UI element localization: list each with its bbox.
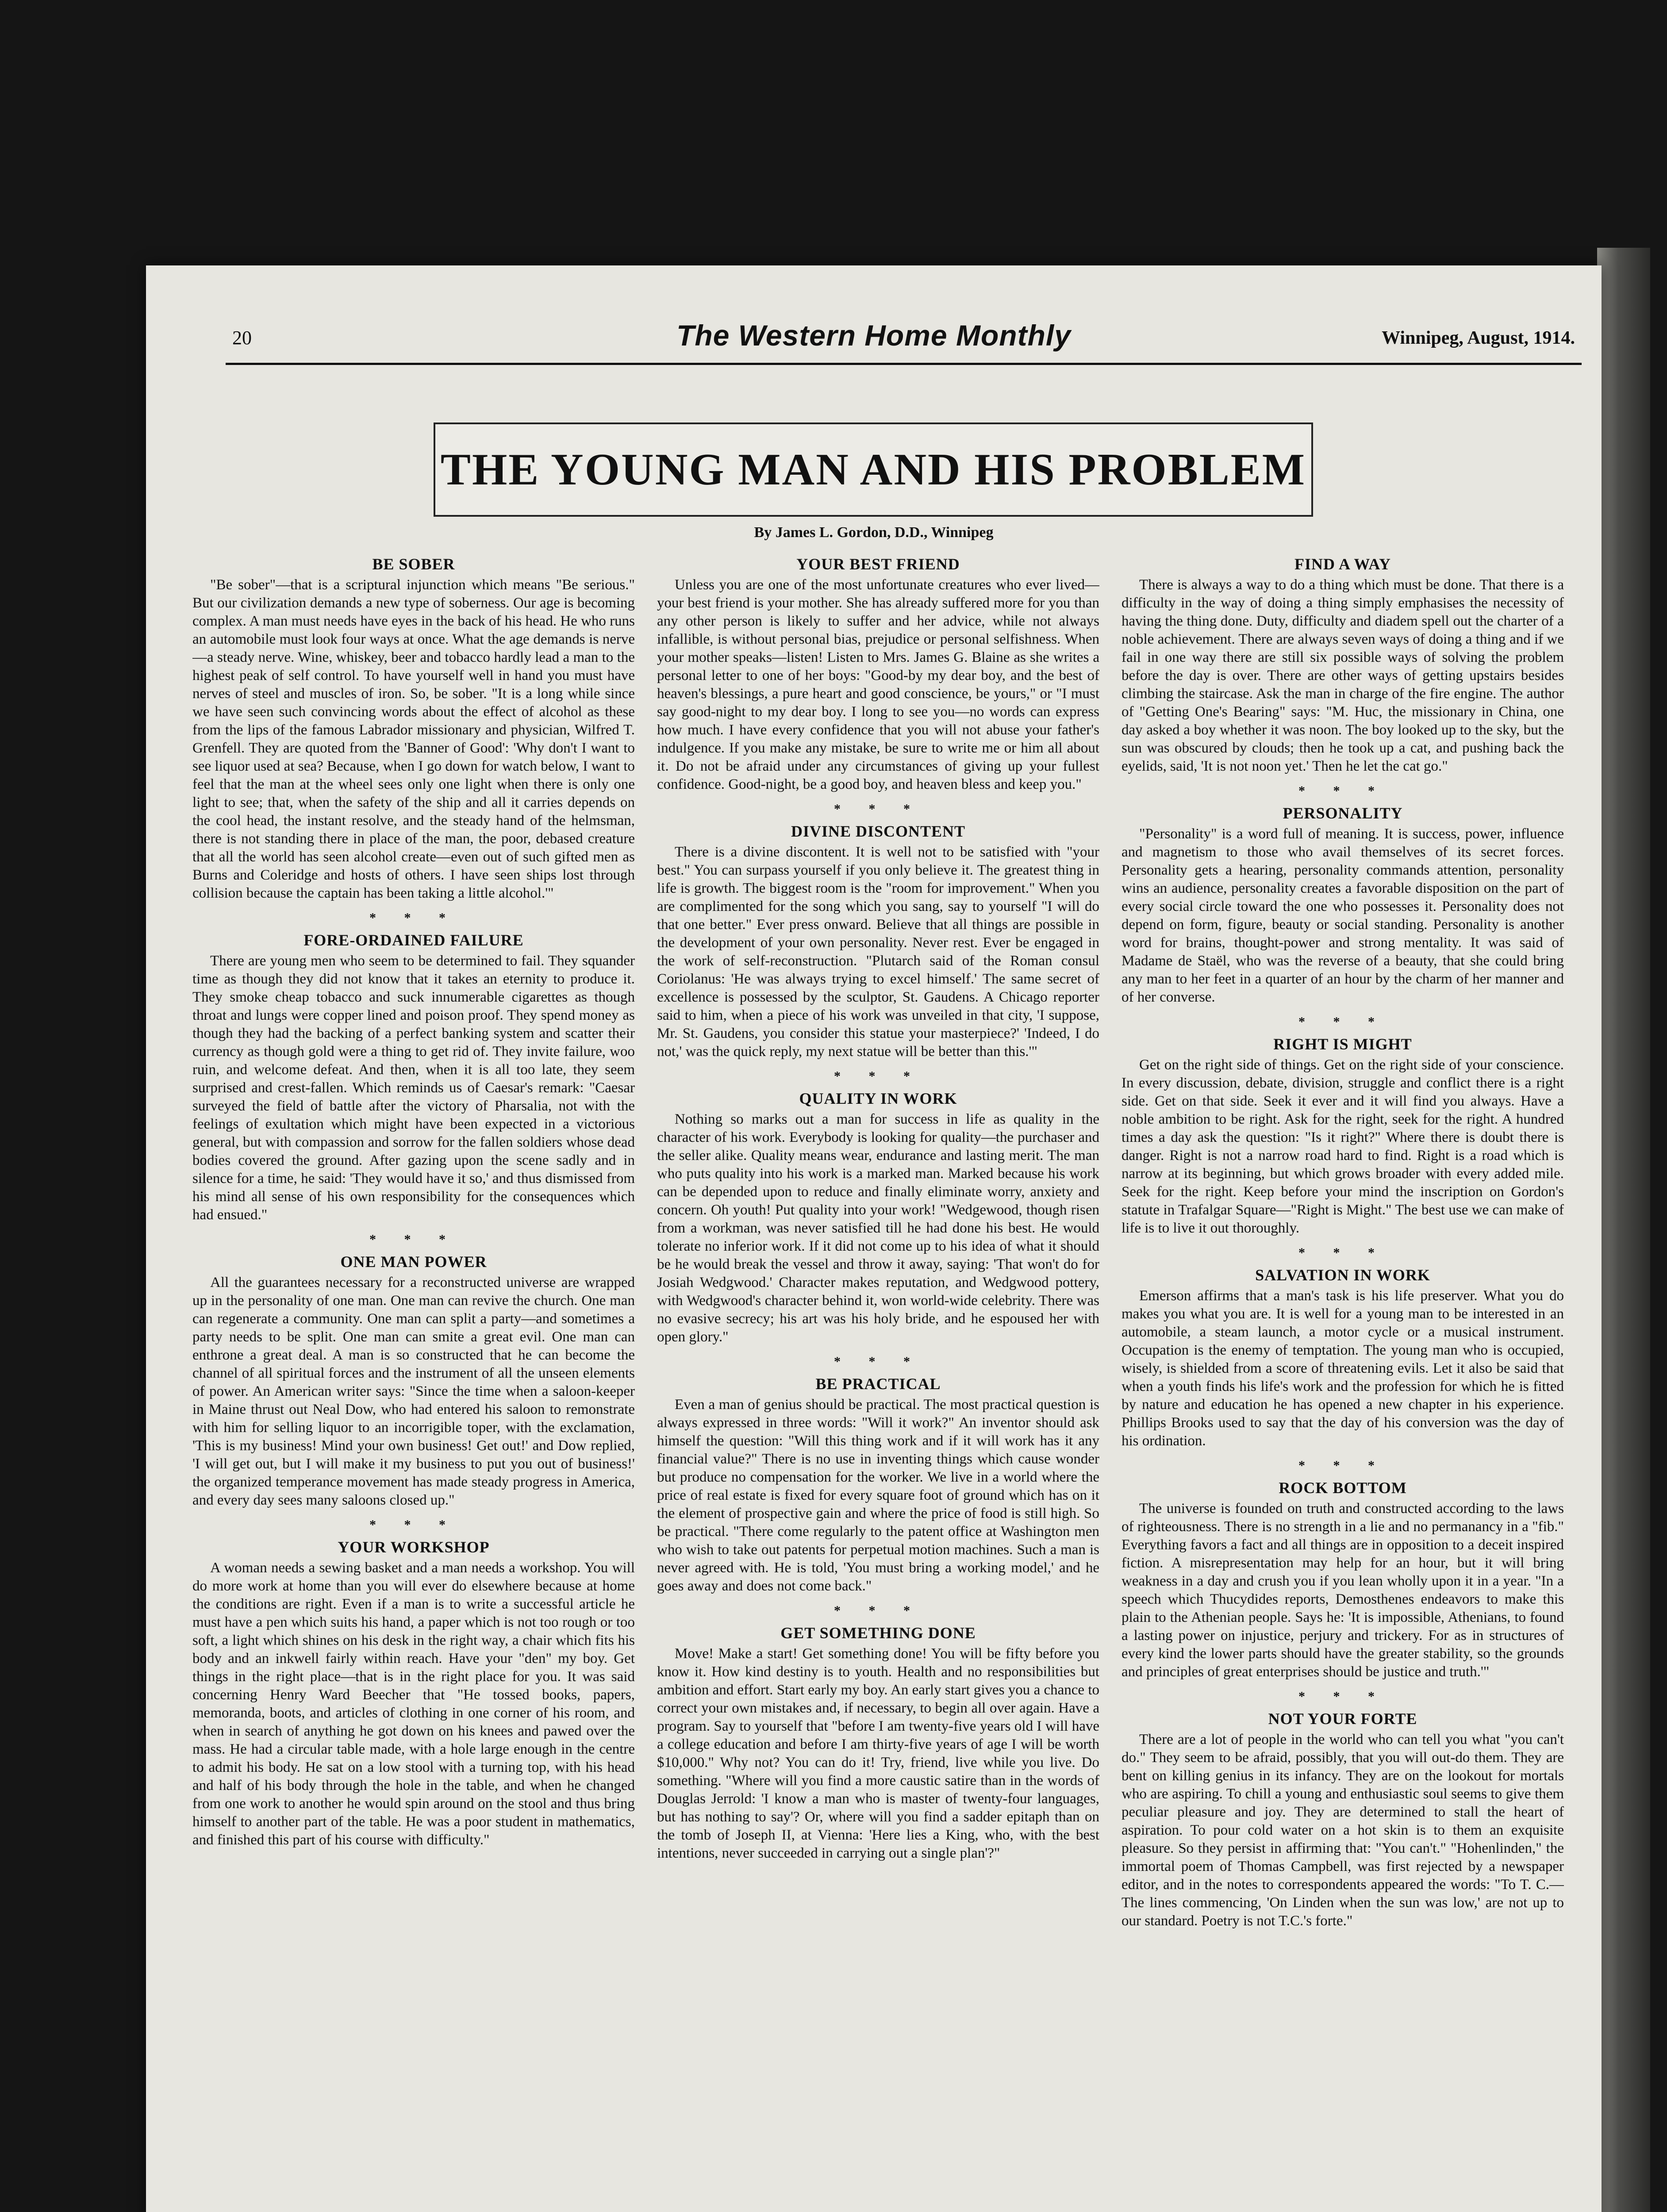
section-text: Unless you are one of the most unfortunate creatures who ever lived—your best friend is your mother. She has already suffered more for you than any other person is likely to suffer and her advice, while not always infallible, is without personal bias, prejudice or personal selfishness. When your mother speaks—listen! Listen to Mrs. James G. Blaine as she writes a personal letter to one of her boys: "Good-by my dear boy, and the best of heaven's blessings, a pure heart and good conscience, be yours," or "I must say good-night to my dear boy. I long to see you—no words can express how much. I have every confidence that you will not abuse your father's indulgence. If you make any mistake, be sure to write me or him all about it. Do not be afraid under any circumstances of giving up your fullest confidence. Good-night, be a good boy, and heaven bless and keep you."	[657, 577, 1099, 792]
column-2	[657, 555, 1099, 2212]
section-text: A woman needs a sewing basket and a man needs a workshop. You will do more work at home than you will ever do elsewhere because at home the conditions are right. Even if a man is to write a successful article he must have a pen which suits his hand, a paper which is not too rough or too soft, a light which shines on his desk in the right way, a chair which fits his body and an inkwell fairly within reach. Have your "den" my boy. Get things in the right place—that is in the right place for you. It was said concerning Henry Ward Beecher that "He tossed books, papers, memoranda, boots, and articles of clothing in one corner of his room, and when in search of anything he got down on his knees and pawed over the mass. He had a circular table made, with a hole large enough in the centre to admit his body. He sat on a low stool with a turning top, with his head and half of his body through the hole in the table, and when he changed from one work to another he would spin around on the stool and thus bring himself to another part of the table. He was a poor student in mathematics, and finished this part of his course with difficulty."	[192, 1560, 635, 1848]
section-heading: RIGHT IS MIGHT	[1273, 1035, 1412, 1053]
section-heading: YOUR WORKSHOP	[338, 1538, 490, 1556]
dateline: Winnipeg, August, 1914.	[1382, 328, 1575, 348]
section-separator: * * *	[1298, 1458, 1387, 1473]
article-title-box	[434, 422, 1313, 517]
section-your-best-friend	[657, 555, 1099, 794]
section-personality	[1122, 804, 1564, 1006]
section-separator: * * *	[1298, 783, 1387, 798]
masthead: The Western Home Monthly	[676, 319, 1071, 352]
section-text: All the guarantees necessary for a reconstructed universe are wrapped up in the personality of one man. One man can revive the church. One man can regenerate a community. One man can split a party—and sometimes a party needs to be split. One man can smite a great evil. One man can enthrone a great deal. A man is so constructed that he can become the channel of all spiritual forces and the instrument of all the unseen elements of power. An American writer says: "Since the time when a saloon-keeper in Maine thrust out Neal Dow, who had entered his saloon to remonstrate with him for selling liquor to an incorrigible toper, with the exclamation, 'This is my business! Mind your own business! Get out!' and Dow replied, 'I will get out, but I will make it my business to put you out of business!' the organized temperance movement has made steady progress in America, and every day sees many saloons closed up."	[192, 1275, 635, 1508]
section-divine-discontent	[657, 822, 1099, 1061]
section-text: "Be sober"—that is a scriptural injunction which means "Be serious." But our civilization demands a new type of soberness. Our age is becoming complex. A man must needs have eyes in the back of his head. He who runs an automobile must look four ways at once. What the age demands is nerve—a steady nerve. Wine, whiskey, beer and tobacco hardly lead a man to the highest peak of self control. To have yourself well in hand you must have nerves of steel and muscles of iron. So, be sober. "It is a long while since we have seen such convincing words about the effect of alcohol as these from the lips of the famous Labrador missionary and physician, Wilfred T. Grenfell. They are quoted from the 'Banner of Good': 'Why don't I want to see liquor used at sea? Because, when I go down for watch below, I want to feel that the man at the wheel sees only one light when there is only one light to see; that, when the safety of the ship and all it carries depends on the cool head, the instant resolve, and the steady hand of the helmsman, there is not standing there in place of the man, the poor, debased creature that all the world has seen alcohol create—even out of such gifted men as Burns and Coleridge and hosts of others. I have seen ships lost through collision because the captain has been taking a little alcohol.'"	[192, 577, 635, 901]
section-not-your-forte	[1122, 1710, 1564, 1930]
section-heading: BE PRACTICAL	[815, 1375, 941, 1393]
section-be-practical	[657, 1375, 1099, 1595]
section-your-workshop	[192, 1538, 635, 1849]
section-be-sober	[192, 555, 635, 902]
section-separator: * * *	[369, 1517, 458, 1532]
section-separator: * * *	[834, 1354, 922, 1369]
section-heading: SALVATION IN WORK	[1255, 1266, 1430, 1284]
section-get-something-done	[657, 1624, 1099, 1863]
section-rock-bottom	[1122, 1479, 1564, 1681]
section-heading: FORE-ORDAINED FAILURE	[303, 931, 524, 949]
magazine-page	[146, 265, 1602, 2212]
section-text: Nothing so marks out a man for success in life as quality in the character of his work. Everybody is looking for quality—the purchaser and the seller alike. Quality means wear, endurance and lasting merit. The man who puts quality into his work is a marked man. Marked because his work can be depended upon to reduce and finally eliminate worry, anxiety and concern. Oh youth! Put quality into your work! "Wedgewood, though risen from a workman, was never satisfied till he had done his best. He would tolerate no inferior work. If it did not come up to his idea of what it should be he would break the vessel and throw it away, saying: 'That won't do for Josiah Wedgwood.' Character makes reputation, and Wedgwood pottery, with Wedgwood's character behind it, won world-wide celebrity. There was no evasive secrecy; his art was his holy bride, and he espoused her with open glory."	[657, 1111, 1099, 1345]
section-text: "Personality" is a word full of meaning. It is success, power, influence and magnetism to those who avail themselves of its secret forces. Personality gets a hearing, personality commands attention, personality wins an audience, personality creates a favorable disposition on the part of every social circle toward the one who possesses it. Personality does not depend on form, figure, beauty or social standing. Personality is another word for brains, thought-power and strong mentality. It was said of Madame de Staël, who was the reverse of a beauty, that she could bring any man to her feet in a quarter of an hour by the charm of her manner and of her converse.	[1122, 826, 1564, 1005]
section-heading: ONE MAN POWER	[340, 1253, 487, 1271]
section-separator: * * *	[369, 910, 458, 925]
article-title: THE YOUNG MAN AND HIS PROBLEM	[440, 445, 1306, 495]
running-header	[146, 319, 1602, 367]
section-separator: * * *	[1298, 1689, 1387, 1704]
section-heading: GET SOMETHING DONE	[780, 1624, 976, 1642]
section-text: Emerson affirms that a man's task is his life preserver. What you do makes you what you are. It is well for a young man to be interested in an automobile, a steam launch, a motor cycle or a musical instrument. Occupation is the enemy of temptation. The young man who is occupied, wisely, is shielded from a score of threatening evils. Let it also be said that when a youth finds his life's work and the profession for which he is fitted by nature and education he has opened a new chapter in his experience. Phillips Brooks used to say that the day of his conversion was the day of his ordination.	[1122, 1288, 1564, 1449]
section-separator: * * *	[369, 1232, 458, 1247]
section-heading: PERSONALITY	[1283, 804, 1403, 822]
column-3	[1122, 555, 1564, 2212]
section-text: Get on the right side of things. Get on the right side of your conscience. In every discussion, debate, division, struggle and conflict there is a right side. Get on that side. Seek it ever and it will find you always. Have a noble ambition to be right. Ask for the right, seek for the right. A hundred times a day ask the question: "Is it right?" Where there is doubt there is danger. Right is not a narrow road hard to find. Right is a road which is narrow at its beginning, but which grows broader with every added mile. Seek for the right. Keep before your mind the inscription on Gordon's statute in Trafalgar Square—"Right is Might." The best use we can make of life is to live it out thoroughly.	[1122, 1057, 1564, 1236]
section-separator: * * *	[834, 802, 922, 816]
section-heading: BE SOBER	[372, 555, 455, 573]
section-heading: ROCK BOTTOM	[1279, 1479, 1407, 1497]
byline: By James L. Gordon, D.D., Winnipeg	[754, 524, 994, 541]
section-heading: QUALITY IN WORK	[799, 1090, 957, 1107]
section-one-man-power	[192, 1253, 635, 1509]
section-quality-in-work	[657, 1090, 1099, 1346]
book-binding	[1597, 248, 1650, 2212]
section-text: There is a divine discontent. It is well not to be satisfied with "your best." You can surpass yourself if you only believe it. The greatest thing in life is growth. The biggest room is the "room for improvement." When you are complimented for the song which you sang, say to yourself "I will do that one better." Ever press onward. Believe that all things are possible in the development of your own personality. Never rest. Ever be engaged in the work of self-reconstruction. "Plutarch said of the Roman consul Coriolanus: 'He was always trying to excel himself.' The same secret of excellence is possessed by the sculptor, St. Gaudens. A Chicago reporter said to him, when a piece of his work was unveiled in that city, 'I suppose, Mr. St. Gaudens, you consider this statue your masterpiece?' 'Indeed, I do not,' was the quick reply, my next statue will be better than this.'"	[657, 844, 1099, 1060]
section-separator: * * *	[834, 1069, 922, 1083]
section-fore-ordained-failure	[192, 931, 635, 1224]
section-heading: YOUR BEST FRIEND	[796, 555, 960, 573]
section-text: Move! Make a start! Get something done! You will be fifty before you know it. How kind destiny is to youth. Health and no responsibilities but ambition and effort. Start early my boy. An early start gives you a chance to correct your own mistakes and, if necessary, to begin all over again. Have a program. Say to yourself that "before I am twenty-five years old I will have a college education and before I am thirty-five years of age I will be worth $10,000." Why not? You can do it! Try, friend, live while you live. Do something. "Where will you find a more caustic satire than in the words of Douglas Jerrold: 'I know a man who is master of twenty-four languages, but has nothing to say'? Or, where will you find a sadder epitaph than on the tomb of Joseph II, at Vienna: 'Here lies a King, who, with the best intentions, never succeeded in carrying out a single plan'?"	[657, 1646, 1099, 1861]
section-text: There is always a way to do a thing which must be done. That there is a difficulty in the way of doing a thing simply emphasises the necessity of having the thing done. Duty, difficulty and diadem spell out the charter of a noble achievement. There are always seven ways of doing a thing and if we fail in one way there are still six possible ways of solving the problem before the day is over. There are other ways of getting upstairs besides climbing the staircase. Ask the man in charge of the fire engine. The author of "Getting One's Bearing" says: "M. Huc, the missionary in China, one day asked a boy whether it was noon. The boy looked up to the sky, but the sun was obscured by clouds; then he took up a cat, and pushing back the eyelids, said, 'It is not noon yet.' Then he let the cat go."	[1122, 577, 1564, 774]
column-1	[192, 555, 635, 2212]
section-right-is-might	[1122, 1035, 1564, 1237]
page-number: 20	[232, 327, 252, 349]
header-rule	[226, 363, 1582, 365]
section-heading: FIND A WAY	[1294, 555, 1391, 573]
section-text: There are young men who seem to be determined to fail. They squander time as though they did not know that it takes an eternity to produce it. They smoke cheap tobacco and suck innumerable cigarettes as though throat and lungs were copper lined and poison proof. They spend money as though they had the backing of a perfect banking system and scatter their currency as though gold were a thing to get rid of. They invite failure, woo ruin, and welcome defeat. And then, when it is all too late, they seem surprised and crest-fallen. Which reminds us of Caesar's remark: "Caesar surveyed the field of battle after the victory of Pharsalia, not with the feelings of exultation which might have been expected in a victorious general, but with compassion and sorrow for the fallen soldiers whose dead bodies covered the ground. After gazing upon the scene sadly and in silence for a time, he said: 'They would have it so,' and thus dismissed from his mind all sense of his own responsibility for the consequences which had ensued."	[192, 953, 635, 1223]
section-text: The universe is founded on truth and constructed according to the laws of righteousness. There is no strength in a lie and no permanancy in a "fib." Everything favors a fact and all things are in opposition to a deceit inspired fiction. A misrepresentation may help for an hour, but it will bring weakness in a day and crush you if you lean wholly upon it in a year. "In a speech which Thucydides reports, Demosthenes endeavors to make this plain to the Athenian people. Says he: 'It is impossible, Athenians, to found a lasting power on injustice, perjury and trickery. For as in structures of every kind the lower parts should have the greater stability, so the grounds and principles of great enterprises should be justice and truth.'"	[1122, 1501, 1564, 1680]
section-text: There are a lot of people in the world who can tell you what "you can't do." They seem to be afraid, possibly, that you will out-do them. They are bent on killing genius in its infancy. They are on the lookout for mortals who are aspiring. To chill a young and enthusiastic soul seems to give them peculiar pleasure and joy. They are determined to stall the heart of aspiration. To pour cold water on a hot skin is to them an exquisite pleasure. So they persist in affirming that: "You can't." "Hohenlinden," the immortal poem of Thomas Campbell, was first rejected by a newspaper editor, and in the notes to correspondents appeared the words: "To T. C.—The lines commencing, 'On Linden when the sun was low,' are not up to our standard. Poetry is not T.C.'s forte."	[1122, 1732, 1564, 1929]
section-heading: DIVINE DISCONTENT	[791, 822, 966, 840]
section-separator: * * *	[1298, 1245, 1387, 1260]
section-heading: NOT YOUR FORTE	[1268, 1710, 1417, 1728]
section-text: Even a man of genius should be practical. The most practical question is always expressed in three words: "Will it work?" An inventor should ask himself the question: "Will this thing work and if it will work has it any financial value?" There is no use in inventing things which cause wonder but produce no compensation for the worker. We live in a world where the price of real estate is fixed for every square foot of ground which has on it the element of prospective gain and where the price of food is still high. So be practical. "There come regularly to the patent office at Washington men who wish to take out patents for perpetual motion machines. Such a man is never agreed with. He is told, 'You must bring a working model,' and he goes away and does not come back."	[657, 1397, 1099, 1594]
section-salvation-in-work	[1122, 1266, 1564, 1450]
section-separator: * * *	[1298, 1014, 1387, 1029]
section-separator: * * *	[834, 1603, 922, 1618]
section-find-a-way	[1122, 555, 1564, 776]
